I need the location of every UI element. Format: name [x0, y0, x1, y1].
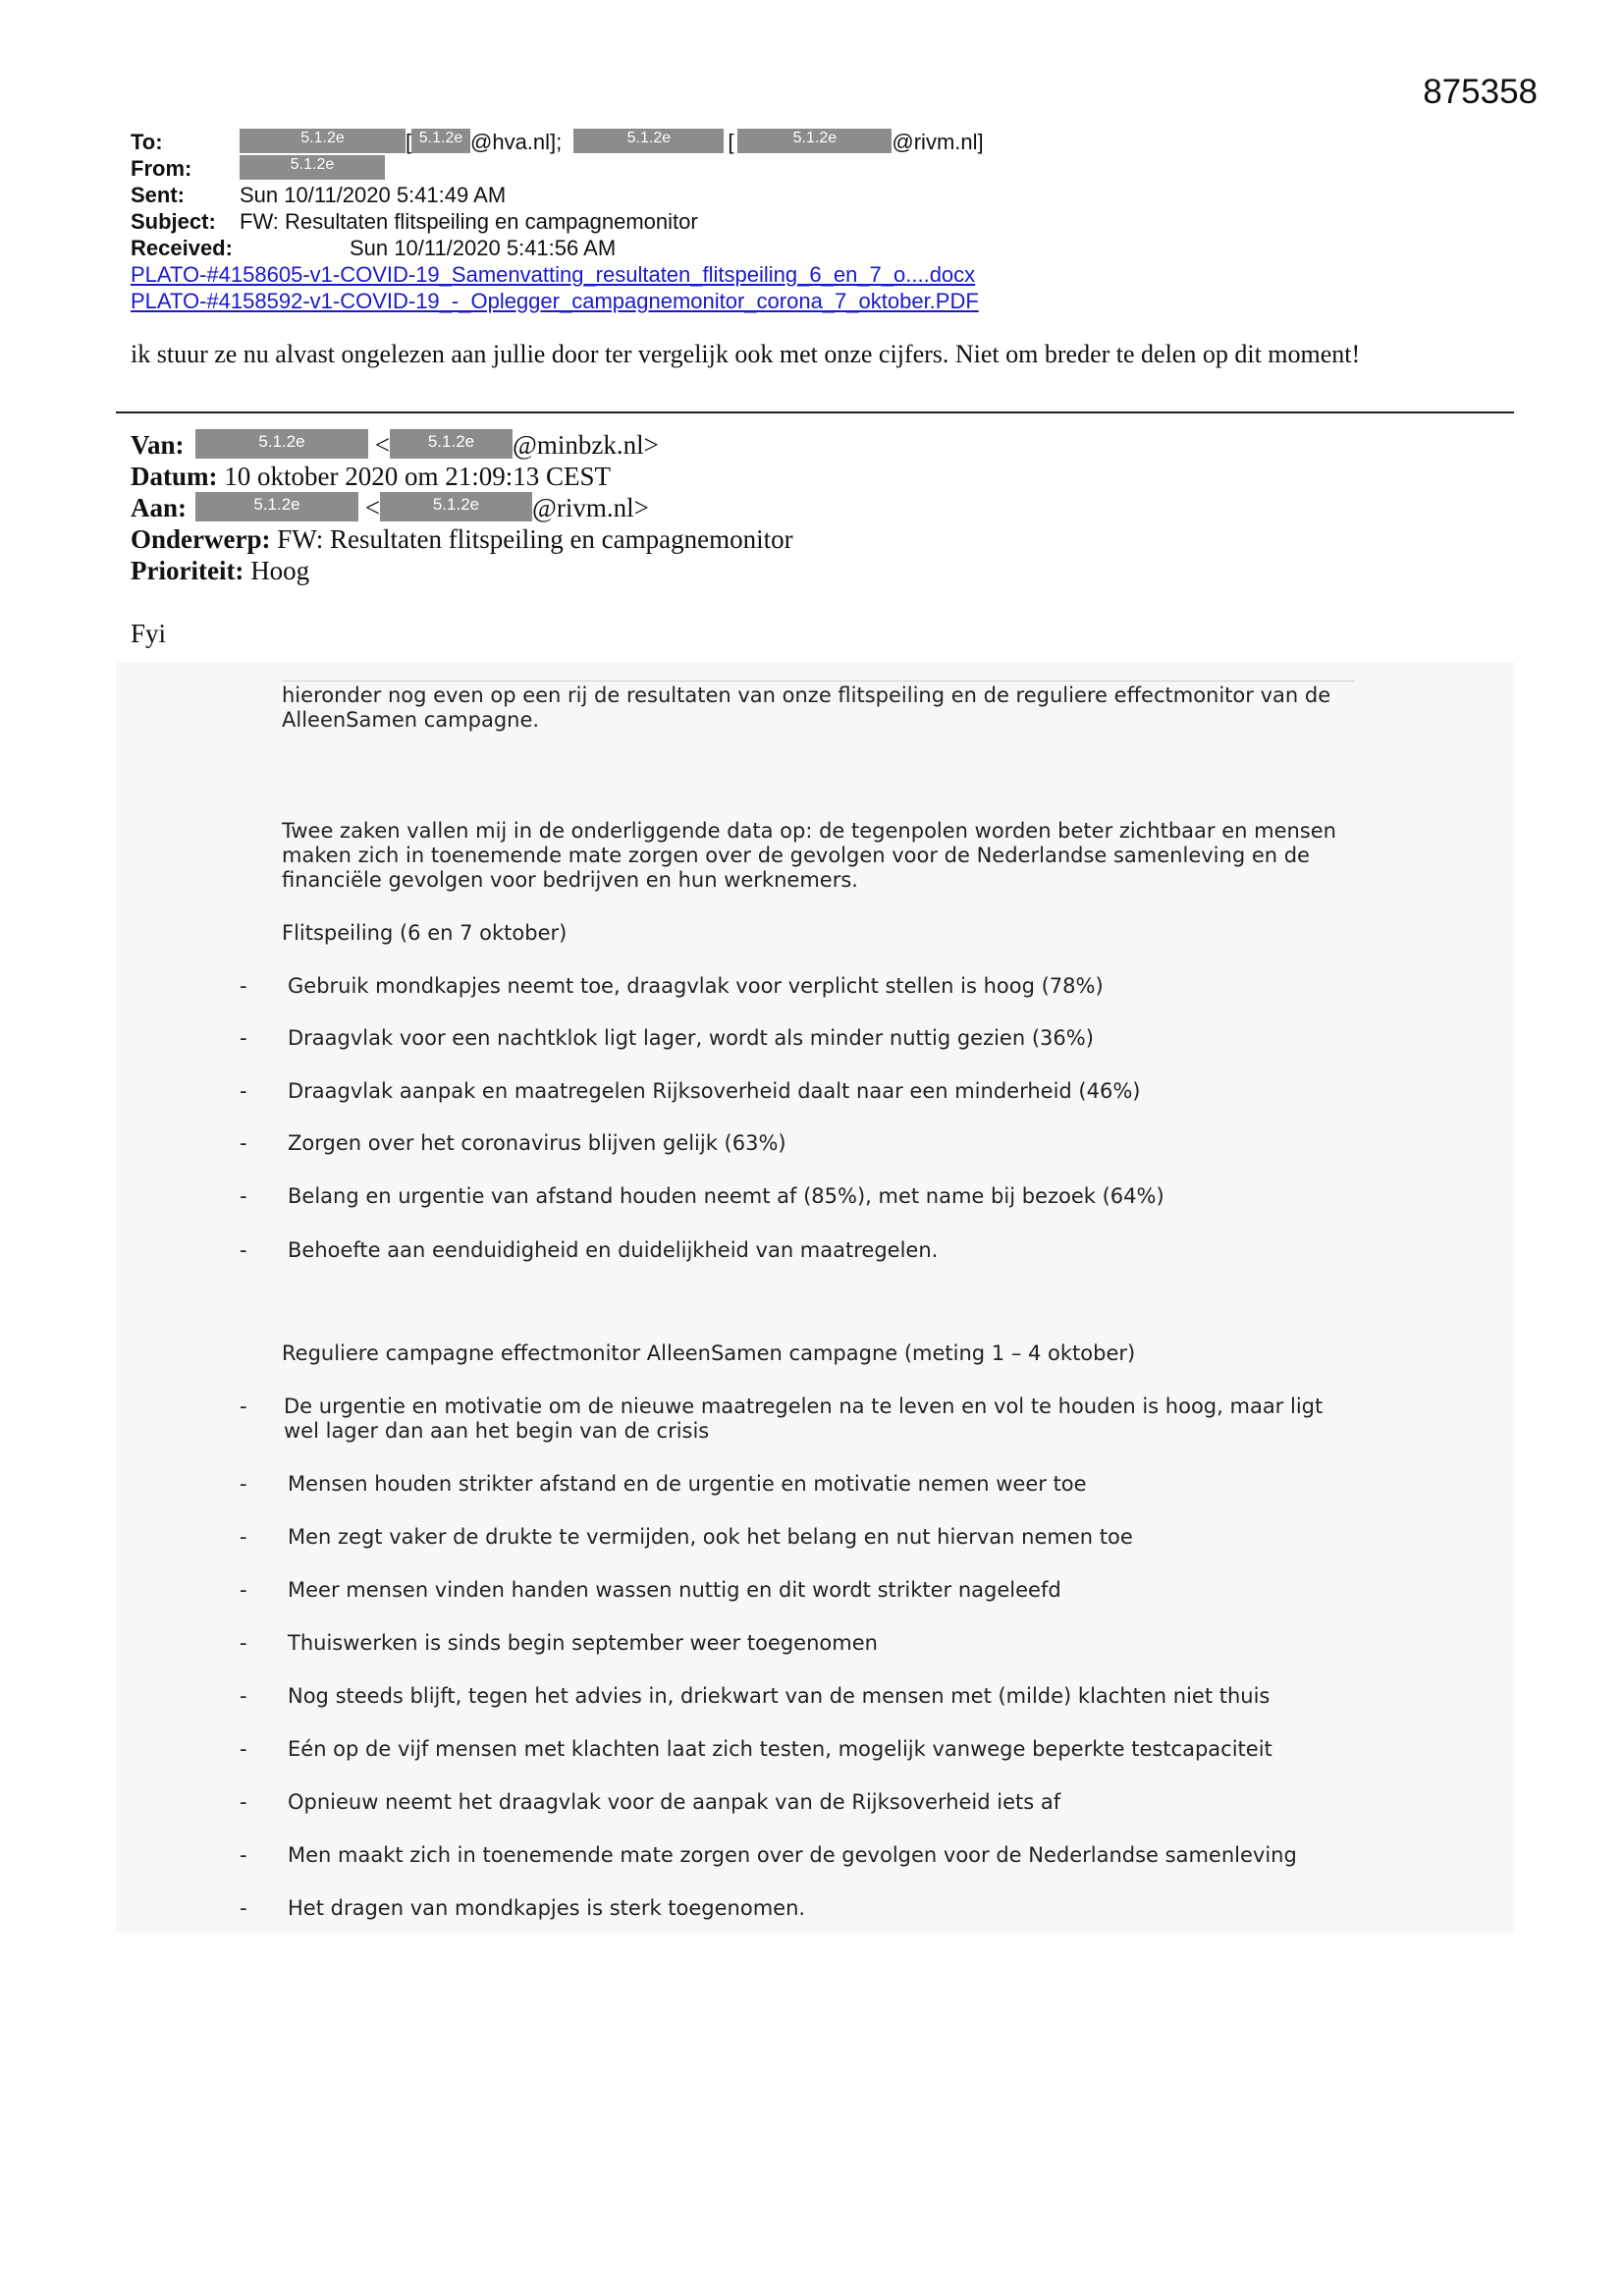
- list-bullet: -: [240, 1631, 247, 1655]
- list-bullet: -: [240, 1026, 247, 1050]
- body-top-rule: [282, 681, 1355, 682]
- section1-title: Flitspeiling (6 en 7 oktober): [282, 921, 568, 945]
- list-bullet: -: [240, 974, 247, 998]
- van-label: Van:: [131, 430, 185, 460]
- received-label: Received:: [131, 236, 233, 260]
- redaction-box: 5.1.2e: [380, 492, 532, 521]
- list-bullet: -: [240, 1684, 247, 1708]
- sent-label: Sent:: [131, 183, 185, 207]
- prioriteit-value: Hoog: [250, 556, 310, 585]
- redaction-box: 5.1.2e: [240, 129, 406, 153]
- list-item: Belang en urgentie van afstand houden neemt af (85%), met name bij bezoek (64%): [288, 1184, 1164, 1208]
- list-item: Behoefte aan eenduidigheid en duidelijkheid van maatregelen.: [288, 1238, 939, 1262]
- body-observation: Twee zaken vallen mij in de onderliggende data op: de tegenpolen worden beter zichtbaar en mensen maken zich in toenemende mate zorgen over de gevolgen voor de Nederlandse samenleving en de financiële gevolgen voor bedrijven en hun werknemers.: [282, 819, 1336, 892]
- list-bullet: -: [240, 1238, 247, 1262]
- onderwerp-label: Onderwerp:: [131, 524, 278, 554]
- list-item: Opnieuw neemt het draagvlak voor de aanpak van de Rijksoverheid iets af: [288, 1790, 1061, 1814]
- list-item: Het dragen van mondkapjes is sterk toegenomen.: [288, 1896, 806, 1920]
- list-bullet: -: [240, 1525, 247, 1549]
- list-bullet: -: [240, 1184, 247, 1208]
- list-item: Mensen houden strikter afstand en de urgentie en motivatie nemen weer toe: [288, 1472, 1087, 1496]
- aan-domain: @rivm.nl>: [531, 493, 649, 522]
- list-bullet: -: [240, 1394, 247, 1418]
- redaction-box: 5.1.2e: [411, 129, 470, 153]
- greeting: Fyi: [131, 619, 167, 648]
- list-item: Men zegt vaker de drukte te vermijden, ook het belang en nut hiervan nemen toe: [288, 1525, 1133, 1549]
- to-domain-hva: @hva.nl];: [470, 130, 563, 154]
- redaction-box: 5.1.2e: [390, 429, 513, 459]
- list-item: Draagvlak aanpak en maatregelen Rijksoverheid daalt naar een minderheid (46%): [288, 1079, 1141, 1103]
- list-item: De urgentie en motivatie om de nieuwe maatregelen na te leven en vol te houden is hoog, maar ligt wel lager dan aan het begin van de crisis: [284, 1394, 1324, 1443]
- onderwerp-value: FW: Resultaten flitspeiling en campagnemonitor: [277, 524, 793, 554]
- list-item: Draagvlak voor een nachtklok ligt lager, wordt als minder nuttig gezien (36%): [288, 1026, 1094, 1050]
- subject-value: FW: Resultaten flitspeiling en campagnemonitor: [240, 209, 698, 234]
- forward-intro: ik stuur ze nu alvast ongelezen aan jullie door ter vergelijk ook met onze cijfers. Niet om breder te delen op dit moment!: [131, 340, 1361, 368]
- received-value: Sun 10/11/2020 5:41:56 AM: [350, 236, 617, 260]
- document-number: 875358: [1423, 73, 1538, 111]
- list-item: Zorgen over het coronavirus blijven gelijk (63%): [288, 1131, 786, 1155]
- list-bullet: -: [240, 1131, 247, 1155]
- list-bullet: -: [240, 1843, 247, 1867]
- list-item: Gebruik mondkapjes neemt toe, draagvlak voor verplicht stellen is hoog (78%): [288, 974, 1104, 998]
- list-bullet: -: [240, 1737, 247, 1761]
- to-label: To:: [131, 130, 163, 154]
- inner-email-header: Van: 5.1.2e < 5.1.2e @minbzk.nl> Datum: 10 oktober 2020 om 21:09:13 CEST Aan: 5.1.2e < 5.1.2e @rivm.nl> Onderwerp: FW: Resultaten flitspeiling en campagnemonitor Prioriteit: Hoog: [131, 430, 793, 585]
- list-item: Meer mensen vinden handen wassen nuttig en dit wordt strikter nageleefd: [288, 1578, 1061, 1602]
- list-item: Eén op de vijf mensen met klachten laat zich testen, mogelijk vanwege beperkte testcapaciteit: [288, 1737, 1272, 1761]
- list-item: Thuiswerken is sinds begin september weer toegenomen: [288, 1631, 878, 1655]
- from-label: From:: [131, 156, 192, 181]
- list-bullet: -: [240, 1896, 247, 1920]
- attachment-link-2[interactable]: PLATO-#4158592-v1-COVID-19_-_Oplegger_campagnemonitor_corona_7_oktober.PDF: [131, 289, 979, 313]
- datum-label: Datum:: [131, 462, 225, 491]
- bracket: [: [728, 130, 734, 154]
- redaction-box: 5.1.2e: [573, 129, 724, 153]
- sent-value: Sun 10/11/2020 5:41:49 AM: [240, 183, 507, 207]
- redaction-box: 5.1.2e: [195, 492, 358, 521]
- bracket: [: [406, 130, 412, 154]
- divider: [116, 411, 1514, 413]
- datum-value: 10 oktober 2020 om 21:09:13 CEST: [224, 462, 611, 491]
- redaction-box: 5.1.2e: [737, 129, 892, 153]
- aan-label: Aan:: [131, 493, 188, 522]
- attachment-link-1[interactable]: PLATO-#4158605-v1-COVID-19_Samenvatting_resultaten_flitspeiling_6_en_7_o....docx: [131, 262, 976, 287]
- subject-label: Subject:: [131, 209, 216, 234]
- body-intro: hieronder nog even op een rij de resultaten van onze flitspeiling en de reguliere effectmonitor van de AlleenSamen campagne.: [282, 683, 1331, 732]
- section2-title: Reguliere campagne effectmonitor AlleenSamen campagne (meting 1 – 4 oktober): [282, 1341, 1136, 1365]
- list-item: Men maakt zich in toenemende mate zorgen over de gevolgen voor de Nederlandse samenleving: [288, 1843, 1297, 1867]
- redaction-box: 5.1.2e: [195, 429, 368, 459]
- list-bullet: -: [240, 1472, 247, 1496]
- list-bullet: -: [240, 1790, 247, 1814]
- list-bullet: -: [240, 1079, 247, 1103]
- list-item: Nog steeds blijft, tegen het advies in, driekwart van de mensen met (milde) klachten niet thuis: [288, 1684, 1271, 1708]
- to-domain-rivm: @rivm.nl]: [892, 130, 984, 154]
- prioriteit-label: Prioriteit:: [131, 556, 251, 585]
- redaction-box: 5.1.2e: [240, 155, 385, 180]
- van-domain: @minbzk.nl>: [512, 430, 659, 460]
- list-bullet: -: [240, 1578, 247, 1602]
